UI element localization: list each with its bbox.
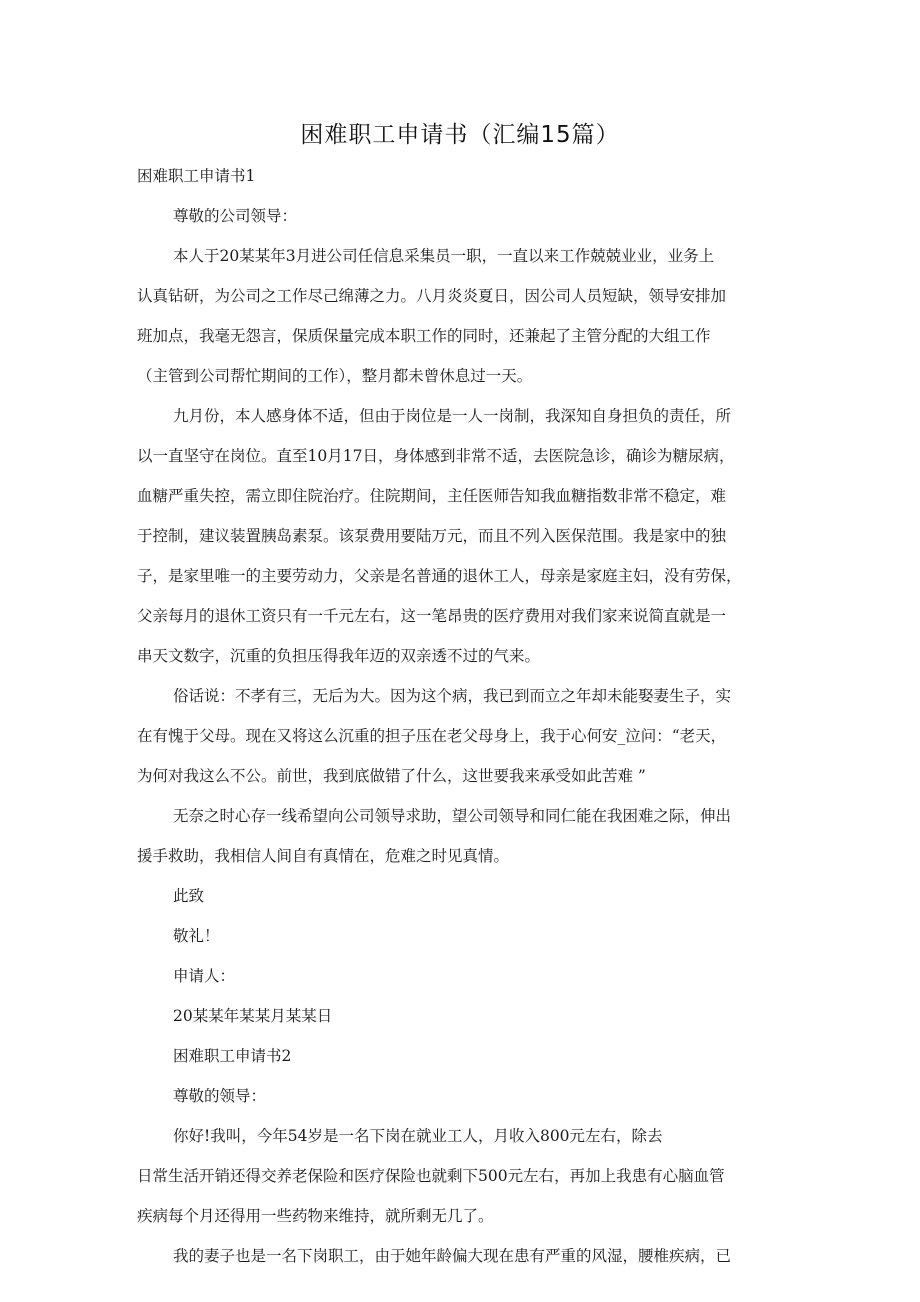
paragraph-line: （主管到公司帮忙期间的工作），整月都未曾休息过一天。: [137, 367, 533, 385]
applicant-label: 申请人：: [173, 967, 236, 985]
paragraph-line: 班加点，我毫无怨言，保质保量完成本职工作的同时，还兼起了主管分配的大组工作: [137, 327, 711, 345]
paragraph-line: 血糖严重失控，需立即住院治疗。住院期间，主任医师告知我血糖指数非常不稳定，难: [137, 487, 727, 505]
section-heading-1: 困难职工申请书1: [137, 167, 256, 185]
paragraph-line: 于控制，建议装置胰岛素泵。该泵费用要陆万元，而且不列入医保范围。我是家中的独: [137, 527, 727, 545]
paragraph-line: 认真钻研，为公司之工作尽己绵薄之力。八月炎炎夏日，因公司人员短缺，领导安排加: [137, 287, 727, 305]
paragraph-line: 本人于20某某年3月进公司任信息采集员一职，一直以来工作兢兢业业，业务上: [173, 247, 715, 265]
paragraph-line: 日常生活开销还得交养老保险和医疗保险也就剩下500元左右，再加上我患有心脑血管: [137, 1167, 725, 1185]
paragraph-line: 串天文数字，沉重的负担压得我年迈的双亲透不过的气来。: [137, 647, 541, 665]
paragraph-line: 九月份，本人感身体不适，但由于岗位是一人一岗制，我深知自身担负的责任，所: [173, 407, 732, 425]
paragraph-line: 以一直坚守在岗位。直至10月17日，身体感到非常不适，去医院急诊，确诊为糖尿病，: [137, 447, 735, 465]
paragraph-line: 父亲每月的退休工资只有一千元左右，这一笔昂贵的医疗费用对我们家来说简直就是一: [137, 607, 727, 625]
paragraph-line: 援手救助，我相信人间自有真情在，危难之时见真情。: [137, 847, 510, 865]
salutation: 尊敬的公司领导：: [173, 207, 298, 225]
document-body: [137, 160, 787, 1272]
paragraph-line: 子，是家里唯一的主要劳动力，父亲是名普通的退休工人，母亲是家庭主妇，没有劳保，: [137, 567, 742, 585]
paragraph-line: 在有愧于父母。现在又将这么沉重的担子压在老父母身上，我于心何安_泣问：“老天，: [137, 727, 727, 745]
paragraph-line: 我的妻子也是一名下岗职工，由于她年龄偏大现在患有严重的风湿，腰椎疾病，已: [173, 1247, 732, 1265]
document-title: 困难职工申请书（汇编15篇）: [300, 122, 620, 148]
closing-line: 此致: [173, 887, 205, 905]
paragraph-line: 你好!我叫，今年54岁是一名下岗在就业工人，月收入800元左右，除去: [173, 1127, 663, 1145]
date-line: 20某某年某某月某某日: [173, 1007, 333, 1025]
closing-line: 敬礼！: [173, 927, 220, 945]
paragraph-line: 疾病每个月还得用一些药物来维持，就所剩无几了。: [137, 1207, 494, 1225]
paragraph-line: 俗话说：不孝有三，无后为大。因为这个病，我已到而立之年却未能娶妻生子，实: [173, 687, 732, 705]
section-heading-2: 困难职工申请书2: [173, 1047, 292, 1065]
paragraph-line: 为何对我这么不公。前世，我到底做错了什么，这世要我来承受如此苦难 ”: [137, 767, 646, 785]
paragraph-line: 无奈之时心存一线希望向公司领导求助，望公司领导和同仁能在我困难之际，伸出: [173, 807, 732, 825]
salutation: 尊敬的领导：: [173, 1087, 267, 1105]
